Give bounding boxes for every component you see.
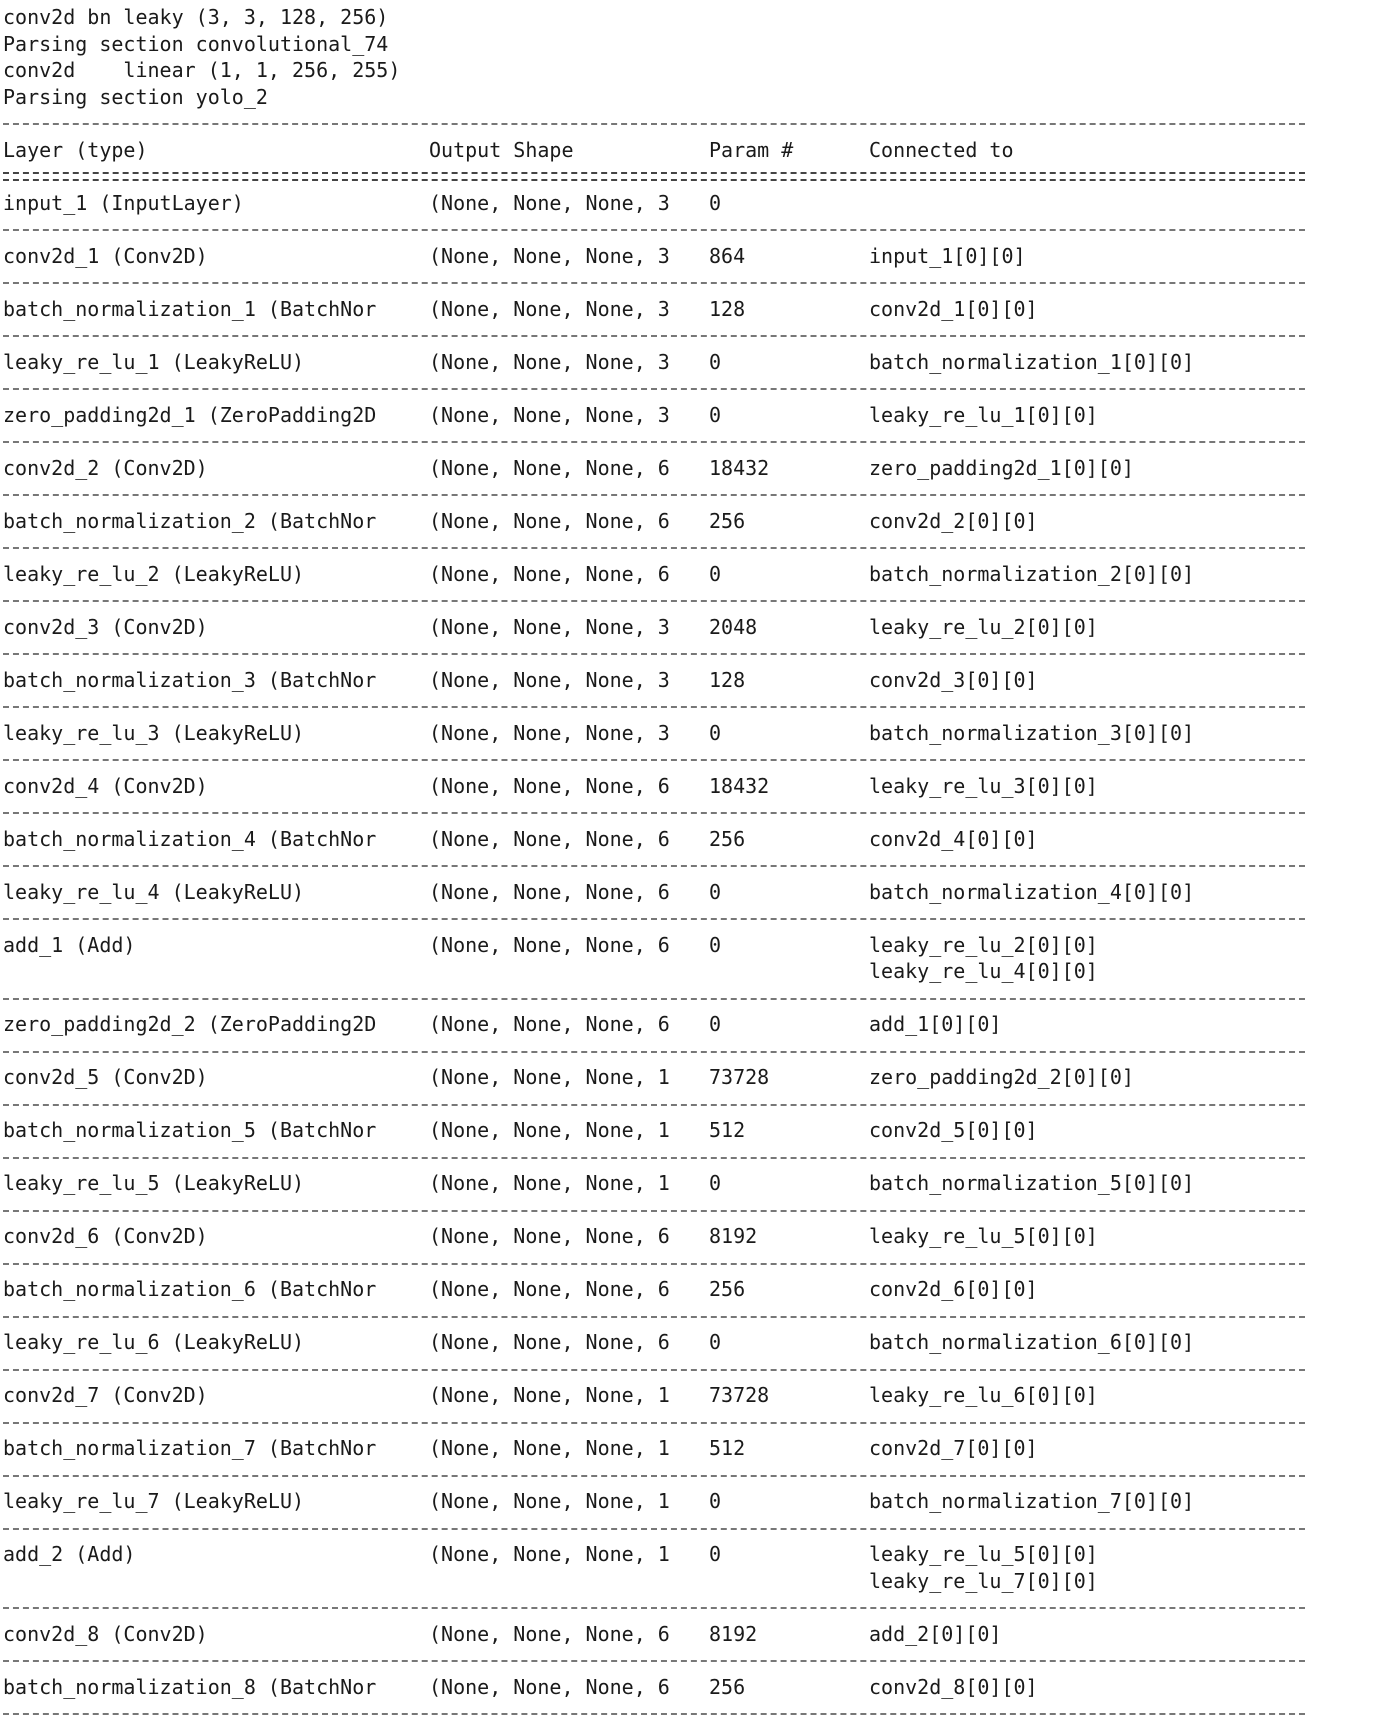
connected-to: conv2d_7[0][0]	[869, 1436, 1038, 1460]
layer-name: conv2d_8 (Conv2D)	[3, 1621, 208, 1646]
param-count: 0	[709, 561, 722, 586]
separator-dashed	[3, 481, 1303, 508]
output-shape: (None, None, None, 3	[429, 402, 670, 427]
separator-dashed	[3, 110, 1303, 137]
connected-to: leaky_re_lu_1[0][0]	[869, 402, 1098, 427]
param-count: 256	[709, 1674, 746, 1699]
separator-dashed	[3, 746, 1303, 773]
layer-name: conv2d_4 (Conv2D)	[3, 773, 208, 798]
param-count: 0	[709, 349, 722, 374]
table-row	[3, 243, 1303, 270]
output-shape: (None, None, None, 6	[429, 561, 670, 586]
layer-name: leaky_re_lu_4 (LeakyReLU)	[3, 879, 305, 904]
connected-to: zero_padding2d_2[0][0]	[869, 1065, 1134, 1089]
separator-dashed	[3, 375, 1303, 402]
header-param: Param #	[709, 137, 794, 162]
output-shape: (None, None, None, 1	[429, 1065, 670, 1089]
layer-name: batch_normalization_6 (BatchNor	[3, 1277, 377, 1301]
table-row	[3, 1117, 1303, 1144]
param-count: 864	[709, 243, 746, 268]
table-row	[3, 1276, 1303, 1303]
layer-name: conv2d_1 (Conv2D)	[3, 243, 208, 268]
table-row	[3, 190, 1303, 217]
output-shape: (None, None, None, 6	[429, 1277, 670, 1301]
param-count: 0	[709, 402, 722, 427]
param-count: 73728	[709, 1383, 770, 1407]
param-count: 18432	[709, 773, 770, 798]
table-row	[3, 1382, 1303, 1409]
table-row	[3, 826, 1303, 853]
layer-name: conv2d_3 (Conv2D)	[3, 614, 208, 639]
output-shape: (None, None, None, 3	[429, 349, 670, 374]
layer-name: add_2 (Add)	[3, 1542, 136, 1566]
connected-to: leaky_re_lu_4[0][0]	[869, 959, 1098, 983]
output-shape: (None, None, None, 6	[429, 1330, 670, 1354]
separator-dashed	[3, 269, 1303, 296]
separator-dashed	[3, 693, 1303, 720]
table-row	[3, 455, 1303, 482]
connected-to: batch_normalization_5[0][0]	[869, 1171, 1195, 1195]
table-header	[3, 137, 1303, 164]
output-shape: (None, None, None, 3	[429, 296, 670, 321]
layer-name: batch_normalization_2 (BatchNor	[3, 508, 377, 533]
connected-to: leaky_re_lu_2[0][0]	[869, 932, 1098, 957]
table-row	[3, 402, 1303, 429]
param-count: 8192	[709, 1621, 758, 1646]
log-line: Parsing section yolo_2	[3, 84, 268, 109]
connected-to: conv2d_1[0][0]	[869, 296, 1038, 321]
param-count: 0	[709, 1542, 722, 1566]
output-shape: (None, None, None, 6	[429, 455, 670, 480]
param-count: 256	[709, 508, 746, 533]
param-count: 18432	[709, 455, 770, 480]
separator-dashed	[3, 1700, 1303, 1727]
separator-dashed	[3, 534, 1303, 561]
output-shape: (None, None, None, 6	[429, 879, 670, 904]
connected-to: conv2d_6[0][0]	[869, 1277, 1038, 1301]
output-shape: (None, None, None, 6	[429, 508, 670, 533]
layer-name: leaky_re_lu_1 (LeakyReLU)	[3, 349, 305, 374]
layer-name: batch_normalization_4 (BatchNor	[3, 826, 377, 851]
layer-name: conv2d_5 (Conv2D)	[3, 1065, 208, 1089]
log-line: conv2d linear (1, 1, 256, 255)	[3, 58, 401, 82]
output-shape: (None, None, None, 6	[429, 1224, 670, 1248]
table-row	[3, 1435, 1303, 1462]
table-row	[3, 1011, 1303, 1038]
param-count: 0	[709, 932, 722, 957]
table-row	[3, 296, 1303, 323]
table-row	[3, 879, 1303, 906]
connected-to: batch_normalization_4[0][0]	[869, 879, 1195, 904]
connected-to: conv2d_5[0][0]	[869, 1118, 1038, 1142]
output-shape: (None, None, None, 1	[429, 1118, 670, 1142]
connected-to: leaky_re_lu_6[0][0]	[869, 1383, 1098, 1407]
connected-to: add_2[0][0]	[869, 1621, 1002, 1646]
separator-dashed	[3, 428, 1303, 455]
separator-dashed	[3, 1144, 1303, 1171]
connected-to: conv2d_4[0][0]	[869, 826, 1038, 851]
output-shape: (None, None, None, 3	[429, 720, 670, 745]
layer-name: conv2d_6 (Conv2D)	[3, 1224, 208, 1248]
layer-name: batch_normalization_1 (BatchNor	[3, 296, 377, 321]
layer-name: conv2d_7 (Conv2D)	[3, 1383, 208, 1407]
param-count: 512	[709, 1118, 746, 1142]
layer-name: batch_normalization_8 (BatchNor	[3, 1674, 377, 1699]
layer-name: zero_padding2d_2 (ZeroPadding2D	[3, 1012, 377, 1036]
layer-name: batch_normalization_5 (BatchNor	[3, 1118, 377, 1142]
table-row	[3, 720, 1303, 747]
connected-to: batch_normalization_6[0][0]	[869, 1330, 1195, 1354]
table-row	[3, 1674, 1303, 1701]
param-count: 0	[709, 1171, 722, 1195]
table-row	[3, 667, 1303, 694]
connected-to: zero_padding2d_1[0][0]	[869, 455, 1134, 480]
output-shape: (None, None, None, 1	[429, 1542, 670, 1566]
separator-dashed	[3, 905, 1303, 932]
separator-dashed	[3, 799, 1303, 826]
separator-dashed	[3, 1038, 1303, 1065]
param-count: 0	[709, 190, 722, 215]
connected-to: leaky_re_lu_2[0][0]	[869, 614, 1098, 639]
header-layer: Layer (type)	[3, 137, 148, 162]
separator-dashed	[3, 587, 1303, 614]
separator-dashed	[3, 1197, 1303, 1224]
param-count: 0	[709, 720, 722, 745]
table-row	[3, 1621, 1303, 1648]
connected-to: leaky_re_lu_5[0][0]	[869, 1542, 1098, 1566]
layer-name: input_1 (InputLayer)	[3, 190, 244, 215]
output-shape: (None, None, None, 3	[429, 614, 670, 639]
table-row	[3, 349, 1303, 376]
output-shape: (None, None, None, 6	[429, 1012, 670, 1036]
terminal-output	[3, 4, 1303, 1727]
connected-to: input_1[0][0]	[869, 243, 1026, 268]
connected-to: conv2d_8[0][0]	[869, 1674, 1038, 1699]
output-shape: (None, None, None, 1	[429, 1383, 670, 1407]
param-count: 0	[709, 879, 722, 904]
table-row	[3, 932, 1303, 985]
separator-dashed	[3, 1250, 1303, 1277]
table-row	[3, 561, 1303, 588]
param-count: 0	[709, 1489, 722, 1513]
param-count: 0	[709, 1012, 722, 1036]
separator-dashed	[3, 1515, 1303, 1542]
output-shape: (None, None, None, 6	[429, 932, 670, 957]
connected-to: batch_normalization_1[0][0]	[869, 349, 1195, 374]
layer-name: batch_normalization_7 (BatchNor	[3, 1436, 377, 1460]
param-count: 256	[709, 1277, 746, 1301]
separator-dashed	[3, 1647, 1303, 1674]
separator-dashed	[3, 1091, 1303, 1118]
output-shape: (None, None, None, 6	[429, 1621, 670, 1646]
param-count: 128	[709, 296, 746, 321]
layer-name: conv2d_2 (Conv2D)	[3, 455, 208, 480]
layer-name: zero_padding2d_1 (ZeroPadding2D	[3, 402, 377, 427]
header-connected-to: Connected to	[869, 137, 1014, 162]
param-count: 0	[709, 1330, 722, 1354]
table-row	[3, 1488, 1303, 1515]
layer-name: batch_normalization_3 (BatchNor	[3, 667, 377, 692]
connected-to: batch_normalization_7[0][0]	[869, 1489, 1195, 1513]
output-shape: (None, None, None, 1	[429, 1489, 670, 1513]
param-count: 73728	[709, 1065, 770, 1089]
layer-name: leaky_re_lu_2 (LeakyReLU)	[3, 561, 305, 586]
param-count: 8192	[709, 1224, 758, 1248]
connected-to: batch_normalization_2[0][0]	[869, 561, 1195, 586]
separator-dashed	[3, 1409, 1303, 1436]
output-shape: (None, None, None, 6	[429, 773, 670, 798]
log-line: Parsing section convolutional_74	[3, 31, 389, 56]
separator-dashed	[3, 322, 1303, 349]
connected-to: add_1[0][0]	[869, 1012, 1002, 1036]
output-shape: (None, None, None, 3	[429, 667, 670, 692]
output-shape: (None, None, None, 3	[429, 190, 670, 215]
param-count: 256	[709, 826, 746, 851]
log-line: conv2d bn leaky (3, 3, 128, 256)	[3, 5, 389, 29]
separator-dashed	[3, 985, 1303, 1012]
preamble-log	[3, 4, 1303, 110]
connected-to: leaky_re_lu_3[0][0]	[869, 773, 1098, 798]
separator-dashed	[3, 216, 1303, 243]
separator-dashed	[3, 1462, 1303, 1489]
connected-to: batch_normalization_3[0][0]	[869, 720, 1195, 745]
table-row	[3, 1223, 1303, 1250]
separator-dashed	[3, 852, 1303, 879]
connected-to: leaky_re_lu_7[0][0]	[869, 1568, 1098, 1593]
output-shape: (None, None, None, 6	[429, 1674, 670, 1699]
connected-to: conv2d_3[0][0]	[869, 667, 1038, 692]
layer-name: leaky_re_lu_7 (LeakyReLU)	[3, 1489, 305, 1513]
param-count: 2048	[709, 614, 758, 639]
connected-to: conv2d_2[0][0]	[869, 508, 1038, 533]
table-row	[3, 1329, 1303, 1356]
model-summary-table	[3, 190, 1303, 1727]
param-count: 512	[709, 1436, 746, 1460]
separator-dashed	[3, 1303, 1303, 1330]
layer-name: leaky_re_lu_3 (LeakyReLU)	[3, 720, 305, 745]
layer-name: leaky_re_lu_5 (LeakyReLU)	[3, 1171, 305, 1195]
table-row	[3, 773, 1303, 800]
param-count: 128	[709, 667, 746, 692]
separator-dashed	[3, 1594, 1303, 1621]
layer-name: leaky_re_lu_6 (LeakyReLU)	[3, 1330, 305, 1354]
header-output-shape: Output Shape	[429, 137, 574, 162]
table-row	[3, 508, 1303, 535]
output-shape: (None, None, None, 3	[429, 243, 670, 268]
separator-dashed	[3, 1356, 1303, 1383]
separator-dashed	[3, 640, 1303, 667]
table-row	[3, 1541, 1303, 1594]
output-shape: (None, None, None, 1	[429, 1171, 670, 1195]
table-row	[3, 1064, 1303, 1091]
table-row	[3, 614, 1303, 641]
separator-double	[3, 163, 1303, 190]
table-row	[3, 1170, 1303, 1197]
connected-to: leaky_re_lu_5[0][0]	[869, 1224, 1098, 1248]
output-shape: (None, None, None, 1	[429, 1436, 670, 1460]
output-shape: (None, None, None, 6	[429, 826, 670, 851]
layer-name: add_1 (Add)	[3, 932, 136, 957]
